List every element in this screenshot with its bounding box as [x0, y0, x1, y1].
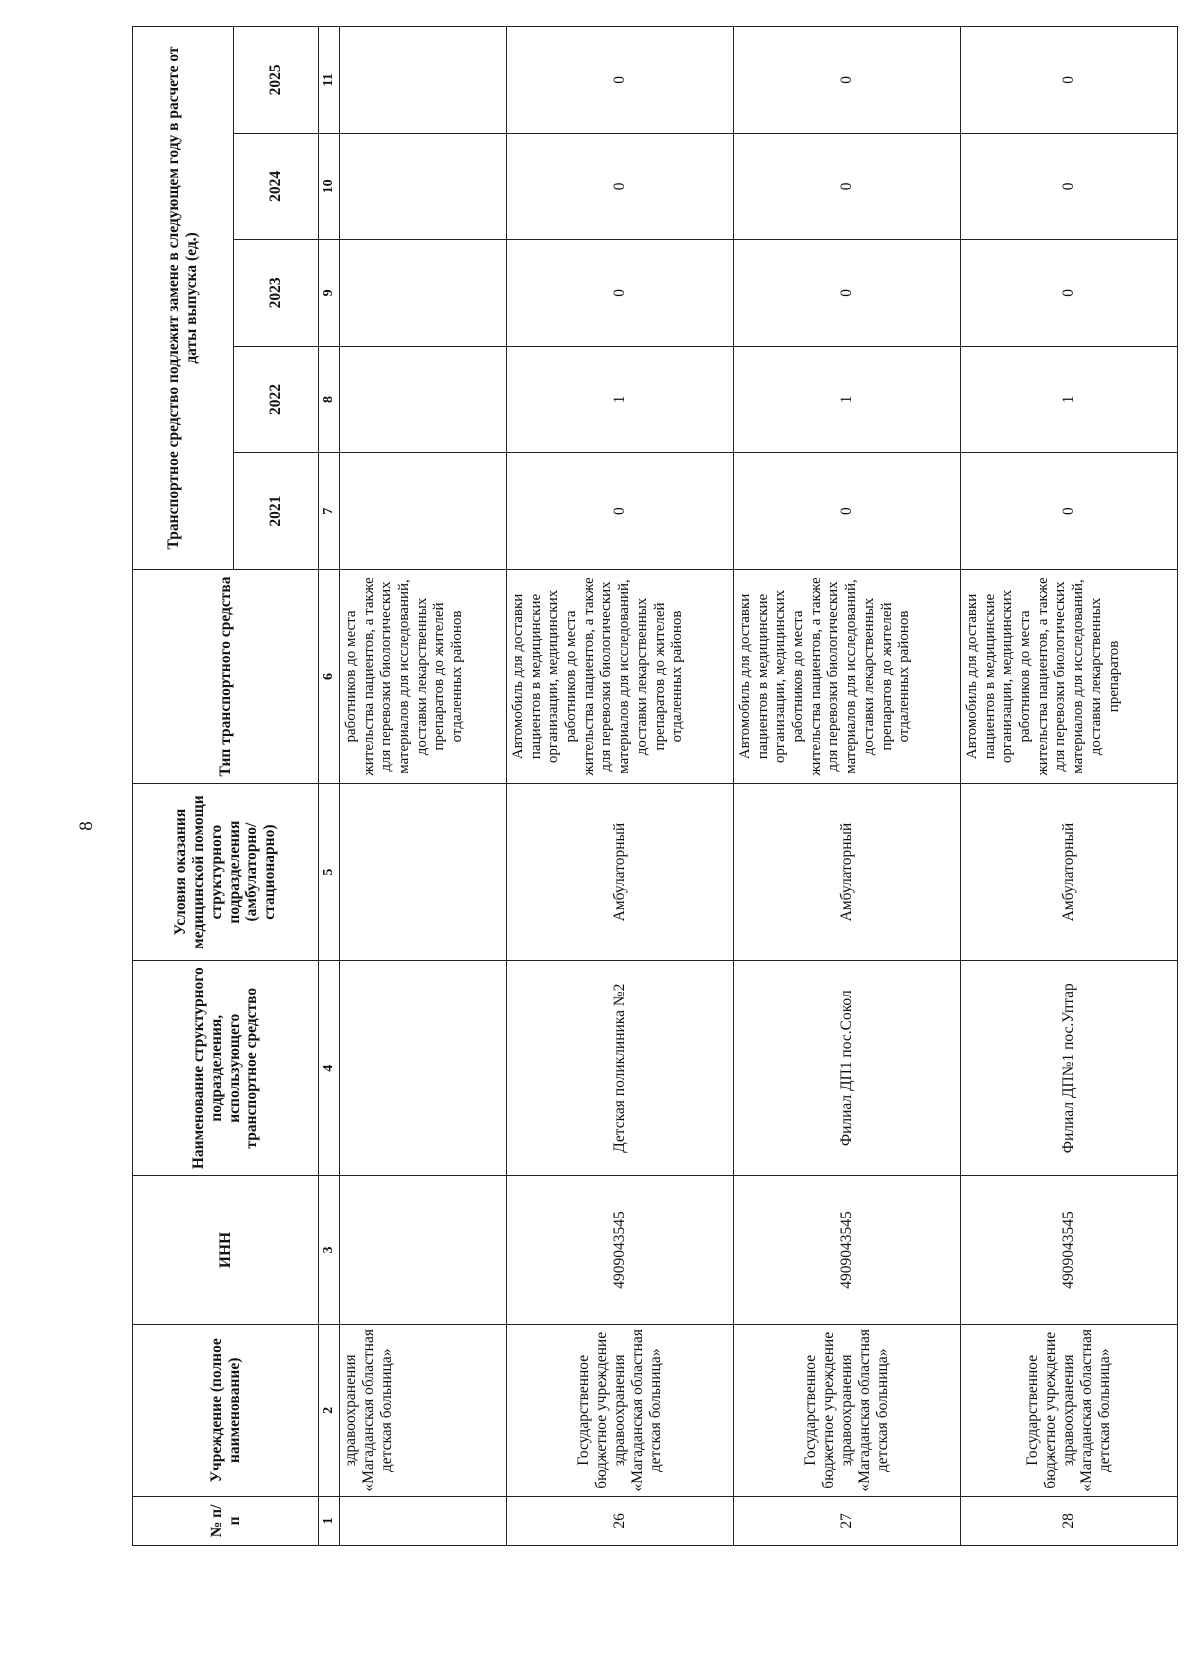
column-number: 10 [319, 133, 340, 240]
conditions-cell [340, 784, 507, 961]
institution-cell: Государственное бюджетное учреждение здравоохранения «Магаданская областная детская больница» [734, 1324, 961, 1496]
column-number: 5 [319, 784, 340, 961]
value-cell [340, 27, 507, 134]
header-replacement-group: Транспортное средство подлежит замене в следующем году в расчете от даты выпуска (ед.) [133, 27, 234, 570]
institution-cell: Государственное бюджетное учреждение здравоохранения «Магаданская областная детская больница» [507, 1324, 734, 1496]
division-cell: Филиал ДП1 пос.Сокол [734, 961, 961, 1176]
row-number [340, 1496, 507, 1545]
header-conditions: Условия оказания медицинской помощи структурного подразделения (амбулаторно/ стационарно) [133, 784, 319, 961]
conditions-cell: Амбулаторный [734, 784, 961, 961]
vehicle-type-cell: работников до места жительства пациентов, а также для перевозки биологических материалов для исследований, доставки лекарственных препаратов до жителей отдаленных районов [340, 569, 507, 783]
vehicle-type-cell: Автомобиль для доставки пациентов в медицинские организации, медицинских работников до места жительства пациентов, а также для перевозки биологических материалов для исследований, доставки лекарственных препаратов до жителей отдаленных районов [507, 569, 734, 783]
value-cell: 1 [734, 346, 961, 453]
value-cell [340, 346, 507, 453]
header-division: Наименование структурного подразделения, использующего транспортное средство [133, 961, 319, 1176]
header-year: 2022 [234, 346, 319, 453]
value-cell: 0 [961, 133, 1178, 240]
value-cell: 0 [734, 133, 961, 240]
inn-cell [340, 1176, 507, 1325]
row-number: 28 [961, 1496, 1178, 1545]
table-header-row [133, 27, 234, 1546]
division-cell: Филиал ДП№1 пос.Уптар [961, 961, 1178, 1176]
column-number: 11 [319, 27, 340, 134]
vehicle-type-cell: Автомобиль для доставки пациентов в медицинские организации, медицинских работников до места жительства пациентов, а также для перевозки биологических материалов для исследований, доставки лекарственных препаратов [961, 569, 1178, 783]
value-cell: 0 [961, 27, 1178, 134]
value-cell: 0 [734, 453, 961, 570]
row-number: 27 [734, 1496, 961, 1545]
header-inn: ИНН [133, 1176, 319, 1325]
conditions-cell: Амбулаторный [961, 784, 1178, 961]
column-number: 6 [319, 569, 340, 783]
value-cell: 0 [961, 240, 1178, 347]
header-vehicle-type: Тип транспортного средства [133, 569, 319, 783]
inn-cell: 4909043545 [507, 1176, 734, 1325]
inn-cell: 4909043545 [961, 1176, 1178, 1325]
table-row [734, 27, 961, 1546]
value-cell: 0 [507, 133, 734, 240]
institution-cell: здравоохранения «Магаданская областная детская больница» [340, 1324, 507, 1496]
column-number: 2 [319, 1324, 340, 1496]
division-cell [340, 961, 507, 1176]
value-cell: 0 [961, 453, 1178, 570]
vehicle-replacement-table [132, 26, 1178, 1546]
value-cell: 0 [507, 453, 734, 570]
value-cell: 0 [734, 27, 961, 134]
column-number: 1 [319, 1496, 340, 1545]
value-cell [340, 133, 507, 240]
conditions-cell: Амбулаторный [507, 784, 734, 961]
table-row [961, 27, 1178, 1546]
header-year: 2023 [234, 240, 319, 347]
header-year: 2025 [234, 27, 319, 134]
header-institution: Учреждение (полное наименование) [133, 1324, 319, 1496]
header-year: 2021 [234, 453, 319, 570]
column-number: 8 [319, 346, 340, 453]
column-number: 4 [319, 961, 340, 1176]
page-number: 8 [76, 821, 97, 831]
column-number: 3 [319, 1176, 340, 1325]
column-number: 7 [319, 453, 340, 570]
column-number-row [319, 27, 340, 1546]
value-cell: 1 [507, 346, 734, 453]
division-cell: Детская поликлиника №2 [507, 961, 734, 1176]
institution-cell: Государственное бюджетное учреждение здравоохранения «Магаданская областная детская больница» [961, 1324, 1178, 1496]
value-cell [340, 240, 507, 347]
value-cell: 1 [961, 346, 1178, 453]
value-cell: 0 [734, 240, 961, 347]
table-row [507, 27, 734, 1546]
column-number: 9 [319, 240, 340, 347]
table-row [340, 27, 507, 1546]
vehicle-type-cell: Автомобиль для доставки пациентов в медицинские организации, медицинских работников до места жительства пациентов, а также для перевозки биологических материалов для исследований, доставки лекарственных препаратов до жителей отдаленных районов [734, 569, 961, 783]
header-number: № п/п [133, 1496, 319, 1545]
inn-cell: 4909043545 [734, 1176, 961, 1325]
header-year: 2024 [234, 133, 319, 240]
value-cell: 0 [507, 240, 734, 347]
value-cell [340, 453, 507, 570]
value-cell: 0 [507, 27, 734, 134]
row-number: 26 [507, 1496, 734, 1545]
